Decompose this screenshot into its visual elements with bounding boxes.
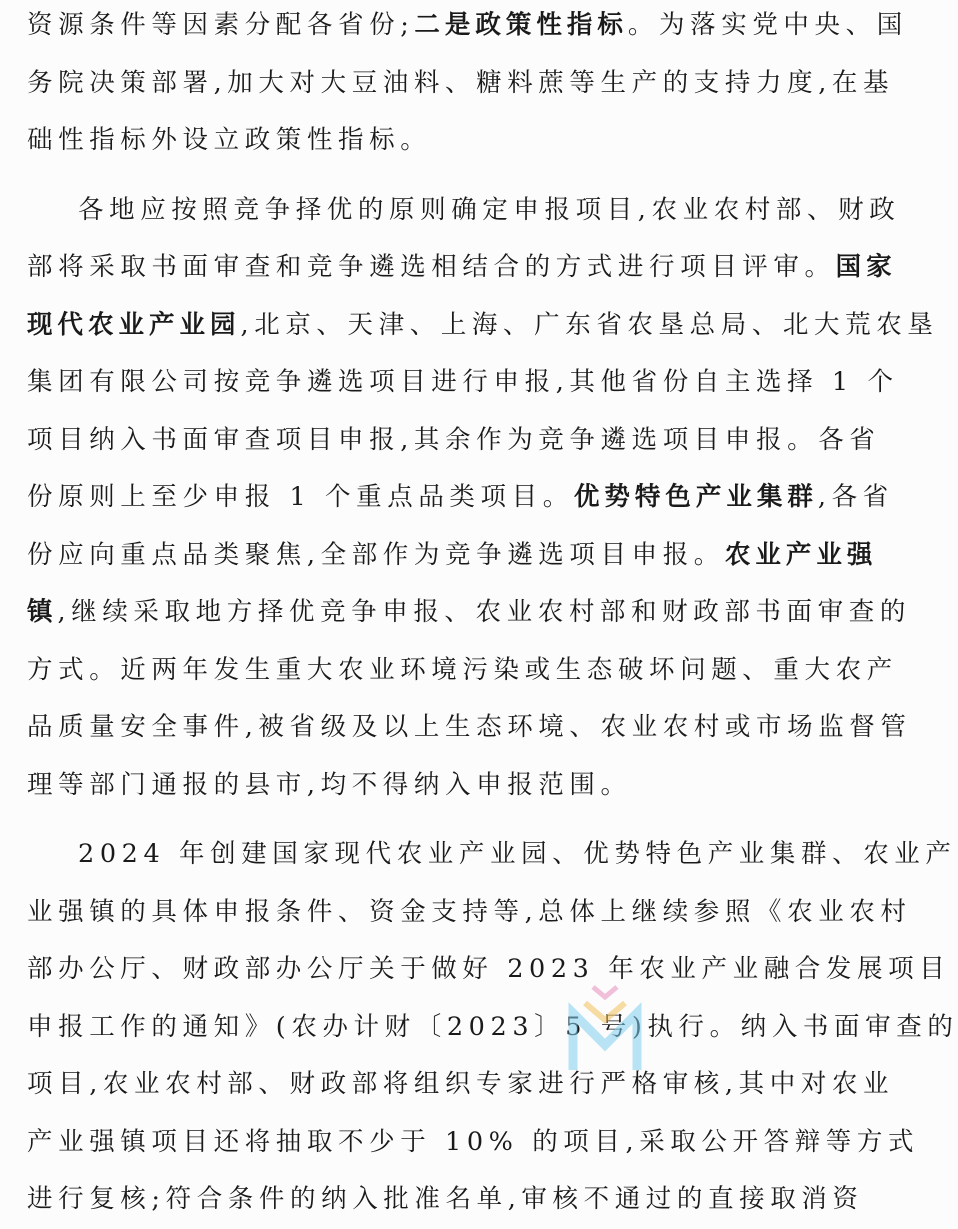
text-run: 项目,农业农村部、财政部将组织专家进行严格审核,其中对农业 xyxy=(27,1069,895,1099)
text-run: 资源条件等因素分配各省份; xyxy=(27,10,415,40)
text-line xyxy=(27,182,901,240)
document-page xyxy=(27,0,958,1229)
text-line xyxy=(27,757,827,815)
text-line xyxy=(27,239,897,297)
text-line xyxy=(27,354,899,412)
text-line xyxy=(27,642,898,700)
bold-text: 农业产业强 xyxy=(724,539,878,570)
text-run: 2024 年创建国家现代农业产业园、优势特色产业集群、农业产 xyxy=(78,839,957,869)
text-run: 部将采取书面审查和竞争遴选相结合的方式进行项目评审。 xyxy=(27,252,836,282)
text-run: 集团有限公司按竞争遴选项目进行申报,其他省份自主选择 1 个 xyxy=(27,367,899,397)
bold-text: 二是政策性指标 xyxy=(414,10,628,40)
paragraph xyxy=(27,182,939,815)
text-line xyxy=(27,826,957,884)
text-line xyxy=(27,584,911,642)
bold-text: 镇 xyxy=(27,597,58,627)
text-line xyxy=(27,699,912,757)
text-run: 项目纳入书面审查项目申报,其余作为竞争遴选项目申报。各省 xyxy=(27,424,881,455)
text-run: 业强镇的具体申报条件、资金支持等,总体上继续参照《农业农村 xyxy=(27,896,912,927)
text-run: 品质量安全事件,被省级及以上生态环境、农业农村或市场监督管 xyxy=(27,712,912,742)
paragraph xyxy=(27,826,958,1229)
text-line xyxy=(27,0,908,55)
text-run: 各地应按照竞争择优的原则确定申报项目,农业农村部、财政 xyxy=(78,194,901,225)
text-run: 理等部门通报的县市,均不得纳入申报范围。 xyxy=(27,769,632,800)
text-run: 份原则上至少申报 1 个重点品类项目。 xyxy=(27,482,574,512)
bold-text: 国家 xyxy=(835,252,897,282)
text-run: 产业强镇项目还将抽取不少于 10% 的项目,采取公开答辩等方式 xyxy=(27,1126,920,1157)
paragraph-gap xyxy=(27,170,827,182)
text-line xyxy=(27,1056,895,1114)
text-run: 进行复核;符合条件的纳入批准名单,审核不通过的直接取消资 xyxy=(27,1184,864,1214)
bold-text: 现代农业产业园 xyxy=(27,309,241,340)
text-run: 方式。近两年发生重大农业环境污染或生态破坏问题、重大农产 xyxy=(27,654,898,685)
text-run: 务院决策部署,加大对大豆油料、糖料蔗等生产的支持力度,在基 xyxy=(27,67,895,98)
text-run: 申报工作的通知》(农办计财〔2023〕5 号)执行。纳入书面审查的 xyxy=(27,1011,958,1042)
text-run: ,各省 xyxy=(817,482,894,512)
bold-text: 优势特色产业集群 xyxy=(573,482,818,512)
paragraph xyxy=(27,0,908,170)
text-line xyxy=(27,941,951,999)
paragraph-gap xyxy=(27,814,827,826)
text-line xyxy=(27,1171,864,1229)
text-line xyxy=(27,297,939,355)
text-line xyxy=(27,884,912,942)
text-run: 部办公厅、财政部办公厅关于做好 2023 年农业产业融合发展项目 xyxy=(27,954,951,984)
text-run: ,继续采取地方择优竞争申报、农业农村部和财政部书面审查的 xyxy=(57,597,911,627)
text-line xyxy=(27,469,894,527)
text-line xyxy=(27,112,827,170)
text-run: ,北京、天津、上海、广东省农垦总局、北大荒农垦 xyxy=(240,309,939,340)
text-run: 础性指标外设立政策性指标。 xyxy=(27,125,432,155)
text-line xyxy=(27,999,958,1057)
text-line xyxy=(27,55,895,113)
m-logo-watermark-icon xyxy=(565,975,645,1075)
text-run: 。为落实党中央、国 xyxy=(627,10,908,40)
text-run: 份应向重点品类聚焦,全部作为竞争遴选项目申报。 xyxy=(27,539,725,570)
text-line xyxy=(27,412,881,470)
text-line xyxy=(27,527,878,585)
text-line xyxy=(27,1114,920,1172)
